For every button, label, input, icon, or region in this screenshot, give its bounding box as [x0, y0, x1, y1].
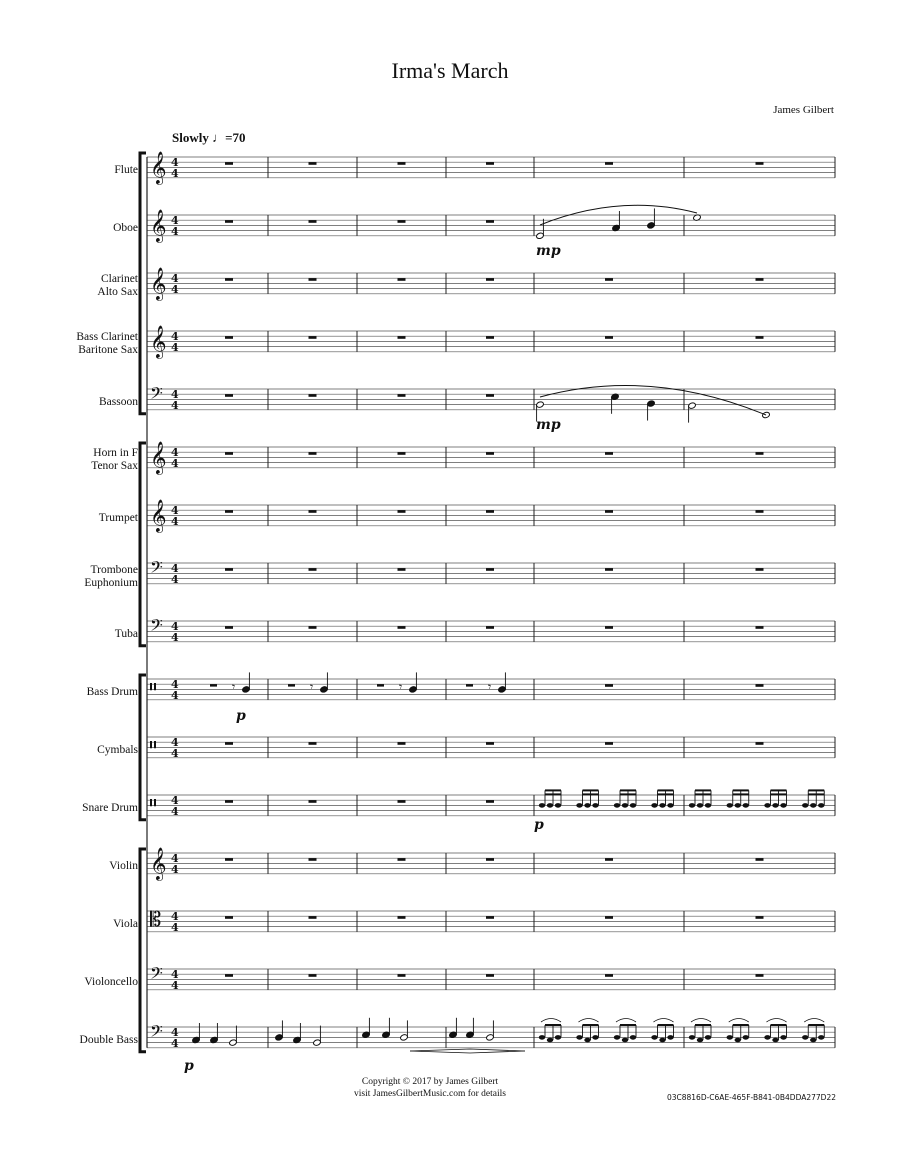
whole-rest: [309, 800, 317, 803]
note-head: [802, 1035, 808, 1040]
time-signature-numerator: 4: [171, 910, 179, 923]
whole-rest: [398, 336, 406, 339]
note-head: [705, 1035, 711, 1040]
beam: [583, 789, 599, 791]
note-head: [764, 1035, 770, 1040]
time-signature-denominator: 4: [171, 167, 179, 180]
note-head: [735, 803, 741, 808]
footer: [300, 1076, 560, 1100]
whole-rest: [756, 858, 764, 861]
sixteenth-group: [576, 789, 598, 807]
whole-rest: [398, 742, 406, 745]
note-head: [772, 1038, 778, 1043]
eighth-rest: 𝄾: [232, 680, 236, 694]
note-head: [576, 803, 582, 808]
beam: [733, 789, 749, 791]
beam: [771, 789, 787, 791]
whole-rest: [605, 278, 613, 281]
note-head: [689, 1035, 695, 1040]
whole-rest: [225, 800, 233, 803]
note-head: [743, 803, 749, 808]
whole-rest: [756, 162, 764, 165]
instrument-label-flute: Flute: [114, 164, 138, 176]
sixteenth-group: [727, 789, 749, 807]
whole-rest: [309, 452, 317, 455]
dynamic-mp: mp: [536, 243, 561, 259]
whole-rest: [486, 568, 494, 571]
whole-rest: [225, 974, 233, 977]
note-head: [667, 803, 673, 808]
note-head: [697, 803, 703, 808]
sixteenth-group: [614, 789, 636, 807]
whole-rest: [398, 626, 406, 629]
tempo-marking: Slowly ♩=70: [172, 130, 246, 145]
dynamic-p: p: [236, 708, 246, 724]
beam: [808, 793, 824, 795]
instrument-label-trombone: Trombone Euphonium: [84, 564, 138, 589]
whole-rest: [605, 742, 613, 745]
whole-rest: [486, 916, 494, 919]
beam: [620, 789, 636, 791]
whole-rest: [398, 510, 406, 513]
note-head: [630, 803, 636, 808]
whole-rest: [756, 684, 764, 687]
whole-rest: [605, 858, 613, 861]
slur: [579, 1019, 599, 1023]
slurred-pair: [539, 1019, 561, 1043]
alto-clef-icon: 𝄡: [150, 907, 162, 931]
group-bracket: [140, 153, 146, 414]
note-head: [651, 803, 657, 808]
time-signature-numerator: 4: [171, 272, 179, 285]
whole-rest: [486, 800, 494, 803]
whole-rest: [398, 974, 406, 977]
whole-rest: [309, 220, 317, 223]
note-head: [697, 1038, 703, 1043]
whole-rest: [398, 278, 406, 281]
time-signature-denominator: 4: [171, 631, 179, 644]
instrument-label-bass-clarinet: Bass Clarinet Baritone Sax: [76, 331, 138, 356]
time-signature-denominator: 4: [171, 689, 179, 702]
beam: [583, 793, 599, 795]
time-signature-numerator: 4: [171, 330, 179, 343]
whole-rest: [225, 510, 233, 513]
staff-14: [147, 963, 835, 992]
bass-clef-icon: 𝄢: [150, 963, 163, 987]
whole-rest: [756, 742, 764, 745]
half-rest: [210, 684, 217, 686]
instrument-label-cymbals: Cymbals: [97, 744, 138, 756]
time-signature-numerator: 4: [171, 388, 179, 401]
beam: [583, 1024, 599, 1026]
note-head: [659, 1038, 665, 1043]
whole-rest: [225, 220, 233, 223]
whole-rest: [309, 742, 317, 745]
note-head: [630, 1035, 636, 1040]
whole-rest: [225, 742, 233, 745]
slur: [654, 1019, 674, 1023]
whole-rest: [225, 452, 233, 455]
time-signature-denominator: 4: [171, 805, 179, 818]
staff-0: [147, 151, 835, 185]
slur: [729, 1019, 749, 1023]
staff-10: [147, 733, 835, 760]
eighth-rest: 𝄾: [399, 680, 403, 694]
whole-rest: [756, 278, 764, 281]
half-rest: [377, 684, 384, 686]
beam: [808, 789, 824, 791]
slur: [541, 1019, 561, 1023]
slurred-pair: [802, 1019, 824, 1043]
time-signature-denominator: 4: [171, 457, 179, 470]
time-signature-denominator: 4: [171, 399, 179, 412]
slurred-pair: [727, 1019, 749, 1043]
percussion-clef-icon: 𝄥: [150, 733, 156, 757]
group-bracket: [140, 675, 146, 820]
sixteenth-group: [651, 789, 673, 807]
treble-clef-icon: 𝄞: [150, 151, 167, 184]
whole-rest: [486, 452, 494, 455]
whole-rest: [398, 916, 406, 919]
half-rest: [288, 684, 295, 686]
time-signature-numerator: 4: [171, 852, 179, 865]
instrument-label-snare-drum: Snare Drum: [82, 802, 138, 814]
whole-rest: [398, 858, 406, 861]
sixteenth-group: [539, 789, 561, 807]
score-title: Irma's March: [391, 58, 509, 83]
instrument-label-bassoon: Bassoon: [99, 396, 138, 408]
slur: [616, 1019, 636, 1023]
whole-rest: [605, 452, 613, 455]
whole-rest: [398, 568, 406, 571]
bass-clef-icon: 𝄢: [150, 557, 163, 581]
note-head: [818, 1035, 824, 1040]
beam: [620, 793, 636, 795]
whole-rest: [398, 800, 406, 803]
note-head: [592, 803, 598, 808]
whole-rest: [225, 278, 233, 281]
whole-rest: [605, 510, 613, 513]
slurred-pair: [651, 1019, 673, 1043]
slurred-pair: [764, 1019, 786, 1043]
beam: [545, 789, 561, 791]
whole-rest: [486, 510, 494, 513]
instrument-label-violoncello: Violoncello: [84, 976, 138, 988]
copyright-text: Copyright © 2017 by James Gilbert: [361, 1077, 499, 1087]
treble-clef-icon: 𝄞: [150, 325, 167, 358]
whole-rest: [309, 858, 317, 861]
beam: [695, 1024, 711, 1026]
note-head: [659, 803, 665, 808]
note-head: [622, 803, 628, 808]
eighth-rest: 𝄾: [310, 680, 314, 694]
instrument-label-double-bass: Double Bass: [79, 1034, 138, 1046]
time-signature-numerator: 4: [171, 156, 179, 169]
instrument-label-horn: Horn in F Tenor Sax: [91, 447, 138, 472]
instrument-label-tuba: Tuba: [114, 628, 138, 640]
slur: [767, 1019, 787, 1023]
beam: [771, 793, 787, 795]
whole-rest: [756, 452, 764, 455]
whole-rest: [309, 974, 317, 977]
dynamic-p: p: [184, 1058, 194, 1074]
time-signature-numerator: 4: [171, 214, 179, 227]
note-head: [592, 1035, 598, 1040]
note-head: [555, 1035, 561, 1040]
note-head: [810, 803, 816, 808]
whole-rest: [398, 220, 406, 223]
treble-clef-icon: 𝄞: [150, 267, 167, 300]
crescendo-hairpin: [410, 1049, 525, 1051]
instrument-label-viola: Viola: [113, 918, 138, 930]
note-head: [547, 803, 553, 808]
time-signature-numerator: 4: [171, 736, 179, 749]
instrument-label-clarinet: Clarinet Alto Sax: [97, 273, 138, 298]
beam: [808, 1024, 824, 1026]
slurred-pair: [614, 1019, 636, 1043]
half-rest: [466, 684, 473, 686]
note-head: [539, 803, 545, 808]
treble-clef-icon: 𝄞: [150, 441, 167, 474]
staff-7: [147, 557, 835, 586]
whole-rest: [486, 626, 494, 629]
note-head: [547, 1038, 553, 1043]
whole-rest: [309, 336, 317, 339]
whole-rest: [486, 220, 494, 223]
time-signature-numerator: 4: [171, 968, 179, 981]
website-text: visit JamesGilbertMusic.com for details: [354, 1089, 506, 1099]
whole-rest: [309, 278, 317, 281]
time-signature-denominator: 4: [171, 515, 179, 528]
note-head: [622, 1038, 628, 1043]
staff-13: [147, 907, 835, 934]
note-head: [802, 803, 808, 808]
beam: [733, 793, 749, 795]
time-signature-numerator: 4: [171, 794, 179, 807]
instrument-label-bass-drum: Bass Drum: [86, 686, 138, 698]
note-head: [555, 803, 561, 808]
note-head: [667, 1035, 673, 1040]
slur: [804, 1019, 824, 1023]
treble-clef-icon: 𝄞: [150, 847, 167, 880]
time-signature-numerator: 4: [171, 446, 179, 459]
whole-rest: [756, 510, 764, 513]
instrument-label-oboe: Oboe: [113, 222, 138, 234]
whole-rest: [486, 858, 494, 861]
note-head: [705, 803, 711, 808]
instrument-label-violin: Violin: [109, 860, 138, 872]
eighth-rest: 𝄾: [488, 680, 492, 694]
beam: [658, 793, 674, 795]
beam: [695, 793, 711, 795]
group-bracket: [140, 443, 146, 646]
whole-rest: [486, 336, 494, 339]
whole-rest: [309, 394, 317, 397]
whole-rest: [309, 568, 317, 571]
document-code: 03C8816D-C6AE-465F-B841-0B4DDA277D22: [666, 1093, 836, 1102]
note-head: [576, 1035, 582, 1040]
whole-rest: [605, 336, 613, 339]
instrument-label-trumpet: Trumpet: [98, 512, 138, 524]
time-signature-denominator: 4: [171, 979, 179, 992]
beam: [771, 1024, 787, 1026]
whole-rest: [605, 684, 613, 687]
staff-12: [147, 847, 835, 881]
whole-rest: [225, 916, 233, 919]
whole-rest: [605, 916, 613, 919]
slur: [540, 385, 766, 415]
note-head: [727, 803, 733, 808]
whole-rest: [309, 626, 317, 629]
note-head: [743, 1035, 749, 1040]
group-bracket: [140, 849, 146, 1052]
whole-rest: [225, 858, 233, 861]
time-signature-denominator: 4: [171, 225, 179, 238]
whole-rest: [756, 336, 764, 339]
whole-rest: [225, 336, 233, 339]
whole-rest: [486, 394, 494, 397]
whole-rest: [309, 162, 317, 165]
note-head: [584, 1038, 590, 1043]
bass-clef-icon: 𝄢: [150, 383, 163, 407]
whole-rest: [756, 568, 764, 571]
time-signature-numerator: 4: [171, 562, 179, 575]
notes: [184, 162, 824, 1074]
note-head: [764, 803, 770, 808]
bass-clef-icon: 𝄢: [150, 1021, 163, 1045]
percussion-clef-icon: 𝄥: [150, 791, 156, 815]
note-head: [780, 1035, 786, 1040]
staff-6: [147, 499, 835, 533]
beam: [733, 1024, 749, 1026]
time-signature-denominator: 4: [171, 341, 179, 354]
beam: [658, 789, 674, 791]
slurred-pair: [576, 1019, 598, 1043]
time-signature-denominator: 4: [171, 1037, 179, 1050]
whole-rest: [486, 162, 494, 165]
whole-rest: [309, 916, 317, 919]
beam: [545, 1024, 561, 1026]
whole-rest: [756, 974, 764, 977]
whole-rest: [398, 394, 406, 397]
whole-rest: [225, 568, 233, 571]
staff-3: [147, 325, 835, 359]
dynamic-p: p: [534, 817, 544, 833]
sixteenth-group: [689, 789, 711, 807]
whole-rest: [486, 278, 494, 281]
whole-rest: [605, 162, 613, 165]
staff-2: [147, 267, 835, 301]
slurred-pair: [689, 1019, 711, 1043]
bass-clef-icon: 𝄢: [150, 615, 163, 639]
composer-name: James Gilbert: [773, 104, 834, 116]
note-head: [689, 803, 695, 808]
sixteenth-group: [764, 789, 786, 807]
whole-rest: [605, 568, 613, 571]
whole-rest: [225, 394, 233, 397]
note-head: [584, 803, 590, 808]
time-signature-denominator: 4: [171, 863, 179, 876]
note-head: [614, 1035, 620, 1040]
time-signature-denominator: 4: [171, 573, 179, 586]
note-head: [772, 803, 778, 808]
whole-rest: [225, 162, 233, 165]
whole-rest: [486, 742, 494, 745]
note-head: [735, 1038, 741, 1043]
staff-1: [147, 209, 835, 243]
staff-8: [147, 615, 835, 644]
note-head: [810, 1038, 816, 1043]
note-head: [614, 803, 620, 808]
whole-rest: [756, 626, 764, 629]
whole-rest: [225, 626, 233, 629]
whole-rest: [605, 626, 613, 629]
percussion-clef-icon: 𝄥: [150, 675, 156, 699]
note-head: [539, 1035, 545, 1040]
beam: [620, 1024, 636, 1026]
time-signature-numerator: 4: [171, 678, 179, 691]
whole-rest: [398, 452, 406, 455]
whole-rest: [756, 916, 764, 919]
beam: [658, 1024, 674, 1026]
treble-clef-icon: 𝄞: [150, 499, 167, 532]
crescendo-hairpin: [410, 1051, 525, 1053]
time-signature-denominator: 4: [171, 747, 179, 760]
time-signature-numerator: 4: [171, 620, 179, 633]
staff-4: [147, 383, 835, 412]
sixteenth-group: [802, 789, 824, 807]
time-signature-numerator: 4: [171, 1026, 179, 1039]
note-head: [780, 803, 786, 808]
staff-5: [147, 441, 835, 475]
time-signature-numerator: 4: [171, 504, 179, 517]
treble-clef-icon: 𝄞: [150, 209, 167, 242]
note-head: [727, 1035, 733, 1040]
time-signature-denominator: 4: [171, 283, 179, 296]
note-head: [818, 803, 824, 808]
whole-rest: [398, 162, 406, 165]
beam: [545, 793, 561, 795]
whole-rest: [605, 974, 613, 977]
note-head: [651, 1035, 657, 1040]
whole-rest: [309, 510, 317, 513]
beam: [695, 789, 711, 791]
whole-rest: [486, 974, 494, 977]
dynamic-mp: mp: [536, 417, 561, 433]
slur: [691, 1019, 711, 1023]
time-signature-denominator: 4: [171, 921, 179, 934]
